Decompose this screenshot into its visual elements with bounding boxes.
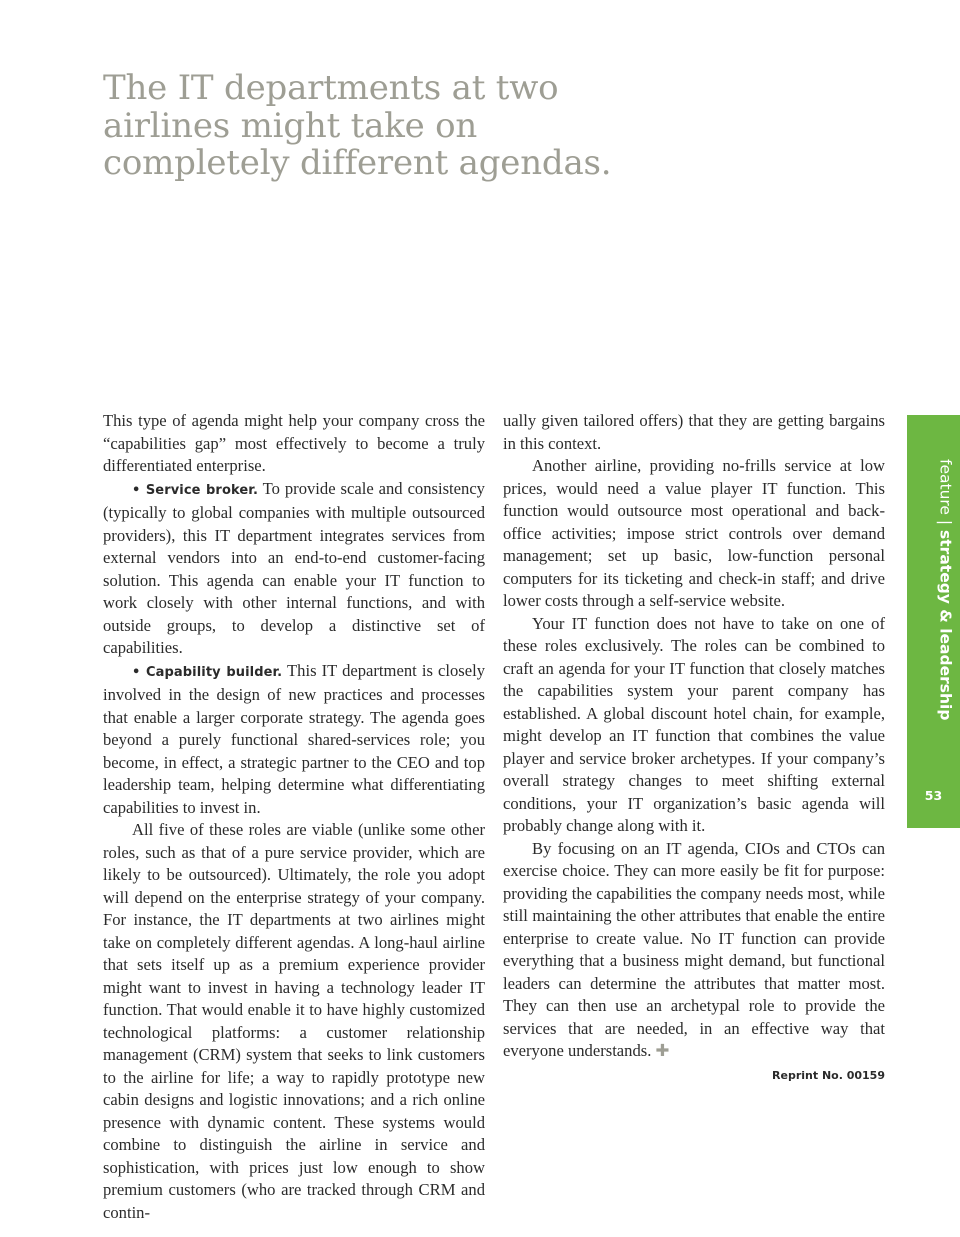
pull-quote: The IT departments at two airlines might take on completely different agendas. [103, 68, 612, 183]
reprint-number: Reprint No. 00159 [772, 1069, 885, 1082]
category-label: feature [936, 459, 955, 515]
page-number: 53 [924, 788, 943, 803]
paragraph: Another airline, providing no-frills service at low prices, would need a value player IT function. This function would outsource most operational and back-office activities; impose strict controls over demand management; set up basic, low-function personal computers for its ticketing and check-in staff; and drive lower costs through a self-service website. [503, 456, 885, 610]
capability-builder-heading: • Capability builder. [132, 664, 283, 680]
paragraph: All five of these roles are viable (unlike some other roles, such as that of a pure service provider, which are likely to be outsourced). Ultimately, the role you adopt will depend on the enterprise strategy of your company. For instance, the IT departments at two airlines might take on completely different agendas. A long-haul airline that sets itself up as a premium experience provider might want to invest in having a technology leader IT function. That would enable it to have highly customized technological platforms: a customer relationship management (CRM) system that seeks to link customers to the airline for life; a way to rapidly prototype new cabin designs and logistic innovations; and a rich online presence with dynamic content. These systems would combine to distinguish the airline in service and sophistication, with prices just low enough to show premium customers (who are tracked through CRM and contin- [103, 820, 485, 1222]
paragraph-final [503, 838, 885, 1063]
service-broker-heading: • Service broker. [132, 482, 258, 498]
paragraph-capability-builder [103, 660, 485, 820]
section-name: strategy & leadership [936, 530, 955, 721]
paragraph-body: To provide scale and consistency (typically to global companies with multiple outsourced providers), this IT department integrates services from external vendors into an end-to-end customer-facing solution. This agenda can enable your IT function to work closely with other internal functions, and with outside groups, to develop a distinctive set of capabilities. [103, 478, 485, 657]
left-column [103, 410, 485, 1224]
separator: | [936, 514, 955, 531]
section-label [937, 459, 953, 720]
paragraph-service-broker [103, 478, 485, 660]
right-column [503, 410, 885, 1063]
end-mark-icon: ✚ [655, 1041, 670, 1060]
section-tab [907, 415, 960, 828]
paragraph: ually given tailored offers) that they are getting bargains in this context. [503, 411, 885, 453]
paragraph: This type of agenda might help your company cross the “capabilities gap” most effectively to become a truly differentiated enterprise. [103, 411, 485, 475]
paragraph-body: By focusing on an IT agenda, CIOs and CTOs can exercise choice. They can more easily be fit for purpose: providing the capabilities the company needs most, while still maintaining the other attributes that enable the entire enterprise to create value. No IT function can provide everything that a business might demand, but functional leaders can determine the attributes that matter most. They can then use an archetypal role to provide the services that are needed, in an effective way that everyone understands. [503, 838, 885, 1060]
paragraph-body: This IT department is closely involved in the design of new practices and processes that enable a larger corporate strategy. The agenda goes beyond a purely functional shared-services role; you become, in effect, a strategic partner to the CEO and top leadership team, helping determine what differentiating capabilities to invest in. [103, 660, 485, 817]
paragraph: Your IT function does not have to take on one of these roles exclusively. The roles can be combined to craft an agenda for your IT function that closely matches the capabilities system your parent company has established. A global discount hotel chain, for example, might develop an IT function that combines the value player and service broker archetypes. If your company’s overall strategy changes to meet shifting external conditions, your IT organization’s basic agenda will probably change along with it. [503, 613, 885, 835]
